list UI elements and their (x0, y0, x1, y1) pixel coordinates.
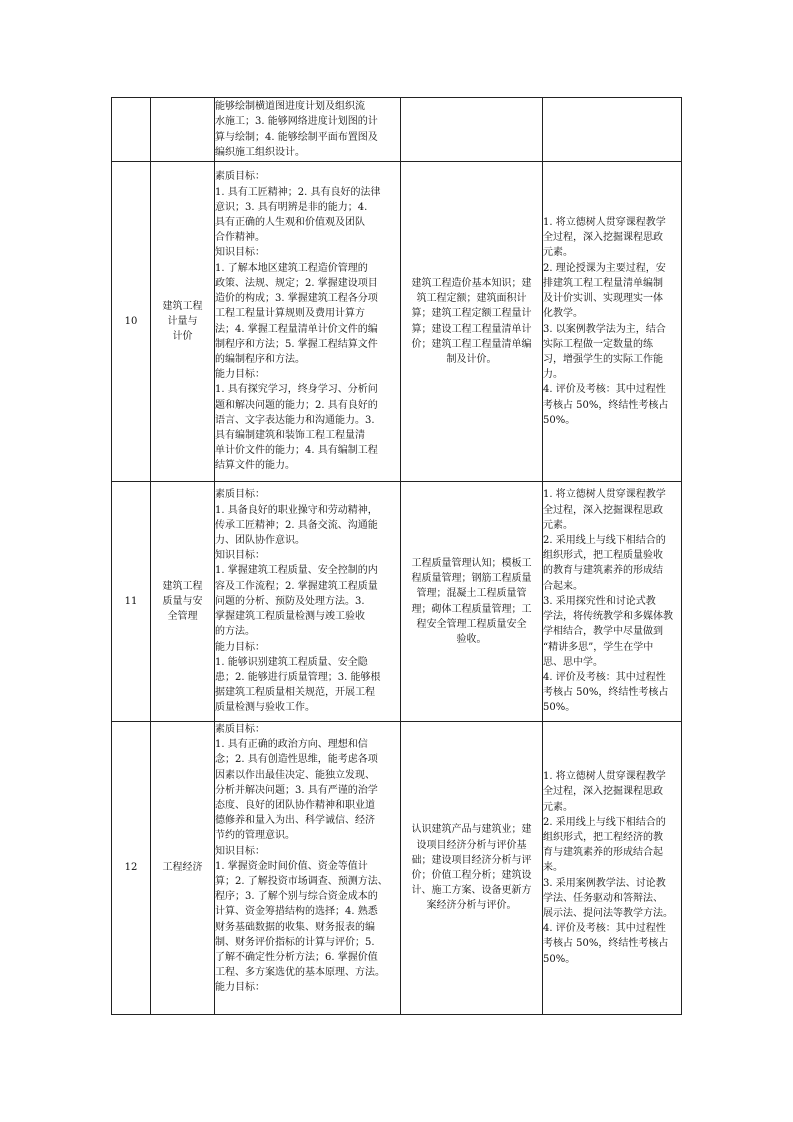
text-line: 思、思中学。 (543, 656, 603, 668)
text-line: 化教学。 (543, 308, 583, 320)
row-number: 11 (112, 482, 151, 722)
text-line: 水施工；3. 能够网络进度计划图的计 (215, 116, 378, 128)
text-line: 考核占 50%，终结性考核占 (543, 938, 669, 950)
text-line: 价；价值工程分析；建筑设 (411, 870, 532, 881)
text-line: 单计价文件的能力；4. 具有编制工程 (215, 445, 378, 457)
text-line: 质量检测与验收工作。 (215, 702, 315, 714)
text-line: 制程序和方法；5. 掌握工程结算文件 (215, 338, 378, 350)
text-line: 能力目标： (215, 982, 265, 994)
text-line: 1. 将立德树人贯穿课程教学 (543, 217, 666, 229)
text-line: 工程质量管理认知；模板工 (411, 557, 532, 569)
text-line: 程安全管理工程质量安全 (416, 618, 527, 630)
text-line: 来。 (543, 862, 563, 874)
text-line: 全管理 (167, 611, 198, 623)
teaching-method-cell (543, 482, 682, 722)
text-line: “精讲多思”，学生在学中 (543, 641, 654, 653)
text-line: 50%。 (543, 414, 576, 426)
text-line: 节约的管理意识。 (215, 830, 295, 842)
text-line: 验收。 (456, 633, 487, 645)
text-line: 力。 (543, 369, 563, 381)
table-row (112, 482, 682, 722)
text-line: 分析并解决问题；3. 具有严谨的治学 (215, 784, 378, 796)
row-number (112, 98, 151, 162)
text-line: 考核占 50%，终结性考核占 (543, 399, 669, 411)
text-line: 1. 具有正确的政治方向、理想和信 (215, 739, 368, 751)
course-goals-cell (215, 162, 401, 482)
text-line: 育与建筑素养的形成结合起 (543, 847, 663, 859)
text-line: 知识目标： (215, 550, 265, 562)
text-line: 学相结合，教学中尽量做到 (543, 626, 663, 638)
text-line: 1. 掌握资金时间价值、资金等值计 (215, 860, 368, 872)
text-line: 工程工程量计算规则及费用计算方 (215, 308, 365, 320)
text-line: 建筑工程造价基本知识；建 (411, 277, 532, 289)
text-line: 意识；3. 具有明辨是非的能力；4. (215, 201, 368, 213)
text-line: 案经济分析与评价。 (426, 900, 517, 912)
course-name-cell (151, 722, 215, 1015)
text-line: 元素。 (543, 247, 573, 259)
text-line: 建筑工程 (162, 300, 203, 312)
text-line: 语言、文字表达能力和沟通能力。3. (215, 414, 375, 426)
text-line: 编织施工组织设计。 (215, 146, 305, 158)
text-line: 算；建设工程工程量清单计 (411, 323, 532, 335)
text-line: 习，增强学生的实际工作能 (543, 353, 663, 365)
text-line: 组织形式，把工程经济的教 (543, 831, 663, 843)
course-content-cell (401, 162, 543, 482)
text-line: 力、团队协作意识。 (215, 535, 305, 547)
text-line: 排建筑工程工程量清单编制 (543, 277, 663, 289)
text-line: 念；2. 具有创造性思维，能考虑各项 (215, 754, 378, 766)
text-line: 实际工程做一定数量的练 (543, 338, 653, 350)
text-line: 知识目标： (215, 845, 265, 857)
course-goals-cell (215, 98, 401, 162)
text-line: 制、财务评价指标的计算与评价；5. (215, 936, 375, 948)
text-line: 结算文件的能力。 (215, 460, 295, 472)
text-line: 了解不确定性分析方法；6. 掌握价值 (215, 952, 378, 964)
text-line: 计、施工方案、设备更新方 (411, 885, 532, 897)
teaching-method-cell (543, 98, 682, 162)
text-line: 法；4. 掌握工程量清单计价文件的编 (215, 323, 378, 335)
text-line: 全过程，深入挖掘课程思政 (543, 504, 663, 516)
text-line: 1. 能够识别建筑工程质量、安全隐 (215, 656, 368, 668)
text-line: 财务基础数据的收集、财务报表的编 (215, 921, 375, 933)
text-line: 工程经济 (162, 862, 203, 874)
text-line: 制及计价。 (446, 353, 497, 365)
text-line: 3. 采用案例教学法、讨论教 (543, 877, 666, 889)
course-content-cell (401, 722, 543, 1015)
row-number: 12 (112, 722, 151, 1015)
text-line: 学法，将传统教学和多媒体教 (543, 611, 673, 623)
text-line: 及计价实训、实现理实一体 (543, 293, 663, 305)
text-line: 因素以作出最佳决定、能独立发现、 (215, 769, 375, 781)
text-line: 容及工作流程；2. 掌握建筑工程质量 (215, 580, 378, 592)
text-line: 础；建设项目经济分析与评 (411, 854, 532, 866)
text-line: 展示法、提问法等教学方法。 (543, 908, 673, 919)
table-row (112, 162, 682, 482)
text-line: 价；建筑工程工程量清单编 (411, 338, 532, 350)
course-name-cell (151, 98, 215, 162)
text-line: 能力目标： (215, 369, 265, 381)
text-line: 造价的构成；3. 掌握建筑工程各分项 (215, 293, 378, 305)
text-line: 理；砌体工程质量管理；工 (411, 603, 532, 615)
text-line: 工程、多方案选优的基本原理、方法。 (215, 967, 385, 979)
text-line: 50%。 (543, 702, 576, 714)
text-line: 元素。 (543, 519, 573, 531)
table-row (112, 722, 682, 1015)
course-name-cell (151, 162, 215, 482)
text-line: 1. 将立德树人贯穿课程教学 (543, 771, 666, 783)
text-line: 题和解决问题的能力；2. 具有良好的 (215, 399, 378, 411)
text-line: 设项目经济分析与评价基 (416, 839, 527, 851)
text-line: 计算、资金筹措结构的选择；4. 熟悉 (215, 906, 378, 918)
text-line: 1. 具备良好的职业操守和劳动精神， (215, 504, 378, 516)
teaching-method-cell (543, 722, 682, 1015)
text-line: 1. 具有工匠精神；2. 具有良好的法律 (215, 186, 381, 198)
text-line: 的编制程序和方法。 (215, 353, 305, 365)
text-line: 具有正确的人生观和价值观及团队 (215, 217, 365, 229)
text-line: 2. 采用线上与线下相结合的 (543, 535, 666, 547)
text-line: 1. 掌握建筑工程质量、安全控制的内 (215, 565, 378, 577)
text-line: 掌握建筑工程质量检测与竣工验收 (215, 611, 365, 623)
text-line: 具有编制建筑和装饰工程工程量清 (215, 429, 365, 441)
text-line: 的方法。 (215, 626, 255, 638)
text-line: 程序；3. 了解个别与综合资金成本的 (215, 891, 378, 903)
text-line: 组织形式，把工程质量验收 (543, 550, 663, 562)
text-line: 1. 将立德树人贯穿课程教学 (543, 489, 666, 501)
text-line: 素质目标： (215, 724, 265, 735)
text-line: 元素。 (543, 801, 573, 813)
text-line: 政策、法规、规定；2. 掌握建设项目 (215, 277, 378, 289)
teaching-method-cell (543, 162, 682, 482)
row-number: 10 (112, 162, 151, 482)
text-line: 德修养和量入为出、科学诚信、经济 (215, 815, 375, 827)
text-line: 全过程，深入挖掘课程思政 (543, 786, 663, 798)
course-goals-cell (215, 722, 401, 1015)
text-line: 3. 以案例教学法为主，结合 (543, 323, 666, 335)
text-line: 认识建筑产品与建筑业；建 (411, 824, 532, 836)
text-line: 据建筑工程质量相关规范，开展工程 (215, 687, 375, 699)
text-line: 建筑工程 (162, 580, 203, 592)
course-name-cell (151, 482, 215, 722)
text-line: 计量与 (167, 315, 198, 327)
text-line: 管理；混凝土工程质量管 (416, 588, 527, 600)
text-line: 程质量管理；钢筋工程质量 (411, 573, 532, 585)
text-line: 筑工程定额；建筑面积计 (416, 293, 527, 305)
text-line: 质量与安 (162, 595, 203, 607)
text-line: 50%。 (543, 953, 576, 965)
text-line: 素质目标： (215, 489, 265, 501)
text-line: 算；建筑工程定额工程量计 (411, 308, 532, 320)
text-line: 能力目标： (215, 641, 265, 653)
text-line: 算；2. 了解投资市场调查、预测方法、 (215, 876, 388, 888)
text-line: 传承工匠精神；2. 具备交流、沟通能 (215, 519, 378, 531)
text-line: 合起来。 (543, 580, 583, 592)
text-line: 算与绘制；4. 能够绘制平面布置图及 (215, 131, 378, 143)
text-line: 患；2. 能够进行质量管理；3. 能够根 (215, 671, 381, 683)
text-line: 1. 具有探究学习，终身学习、分析问 (215, 384, 378, 396)
text-line: 3. 采用探究性和讨论式教 (543, 595, 656, 607)
text-line: 问题的分析、预防及处理方法。3. (215, 595, 365, 607)
text-line: 2. 采用线上与线下相结合的 (543, 816, 666, 828)
curriculum-table (111, 97, 682, 1015)
text-line: 2. 理论授课为主要过程，安 (543, 262, 666, 274)
text-line: 合作精神。 (215, 232, 265, 244)
text-line: 的教育与建筑素养的形成结 (543, 565, 663, 577)
text-line: 学法、任务驱动和答辩法、 (543, 892, 663, 904)
course-goals-cell (215, 482, 401, 722)
text-line: 全过程，深入挖掘课程思政 (543, 232, 663, 244)
text-line: 能够绘制横道图进度计划及组织流 (215, 101, 365, 113)
course-content-cell (401, 98, 543, 162)
text-line: 考核占 50%，终结性考核占 (543, 687, 669, 699)
text-line: 4. 评价及考核：其中过程性 (543, 671, 666, 683)
text-line: 知识目标： (215, 247, 265, 259)
text-line: 态度、良好的团队协作精神和职业道 (215, 800, 375, 812)
text-line: 1. 了解本地区建筑工程造价管理的 (215, 262, 368, 274)
table-row (112, 98, 682, 162)
course-content-cell (401, 482, 543, 722)
text-line: 素质目标： (215, 171, 265, 183)
text-line: 4. 评价及考核：其中过程性 (543, 384, 666, 396)
text-line: 4. 评价及考核：其中过程性 (543, 923, 666, 935)
text-line: 计价 (172, 331, 193, 343)
